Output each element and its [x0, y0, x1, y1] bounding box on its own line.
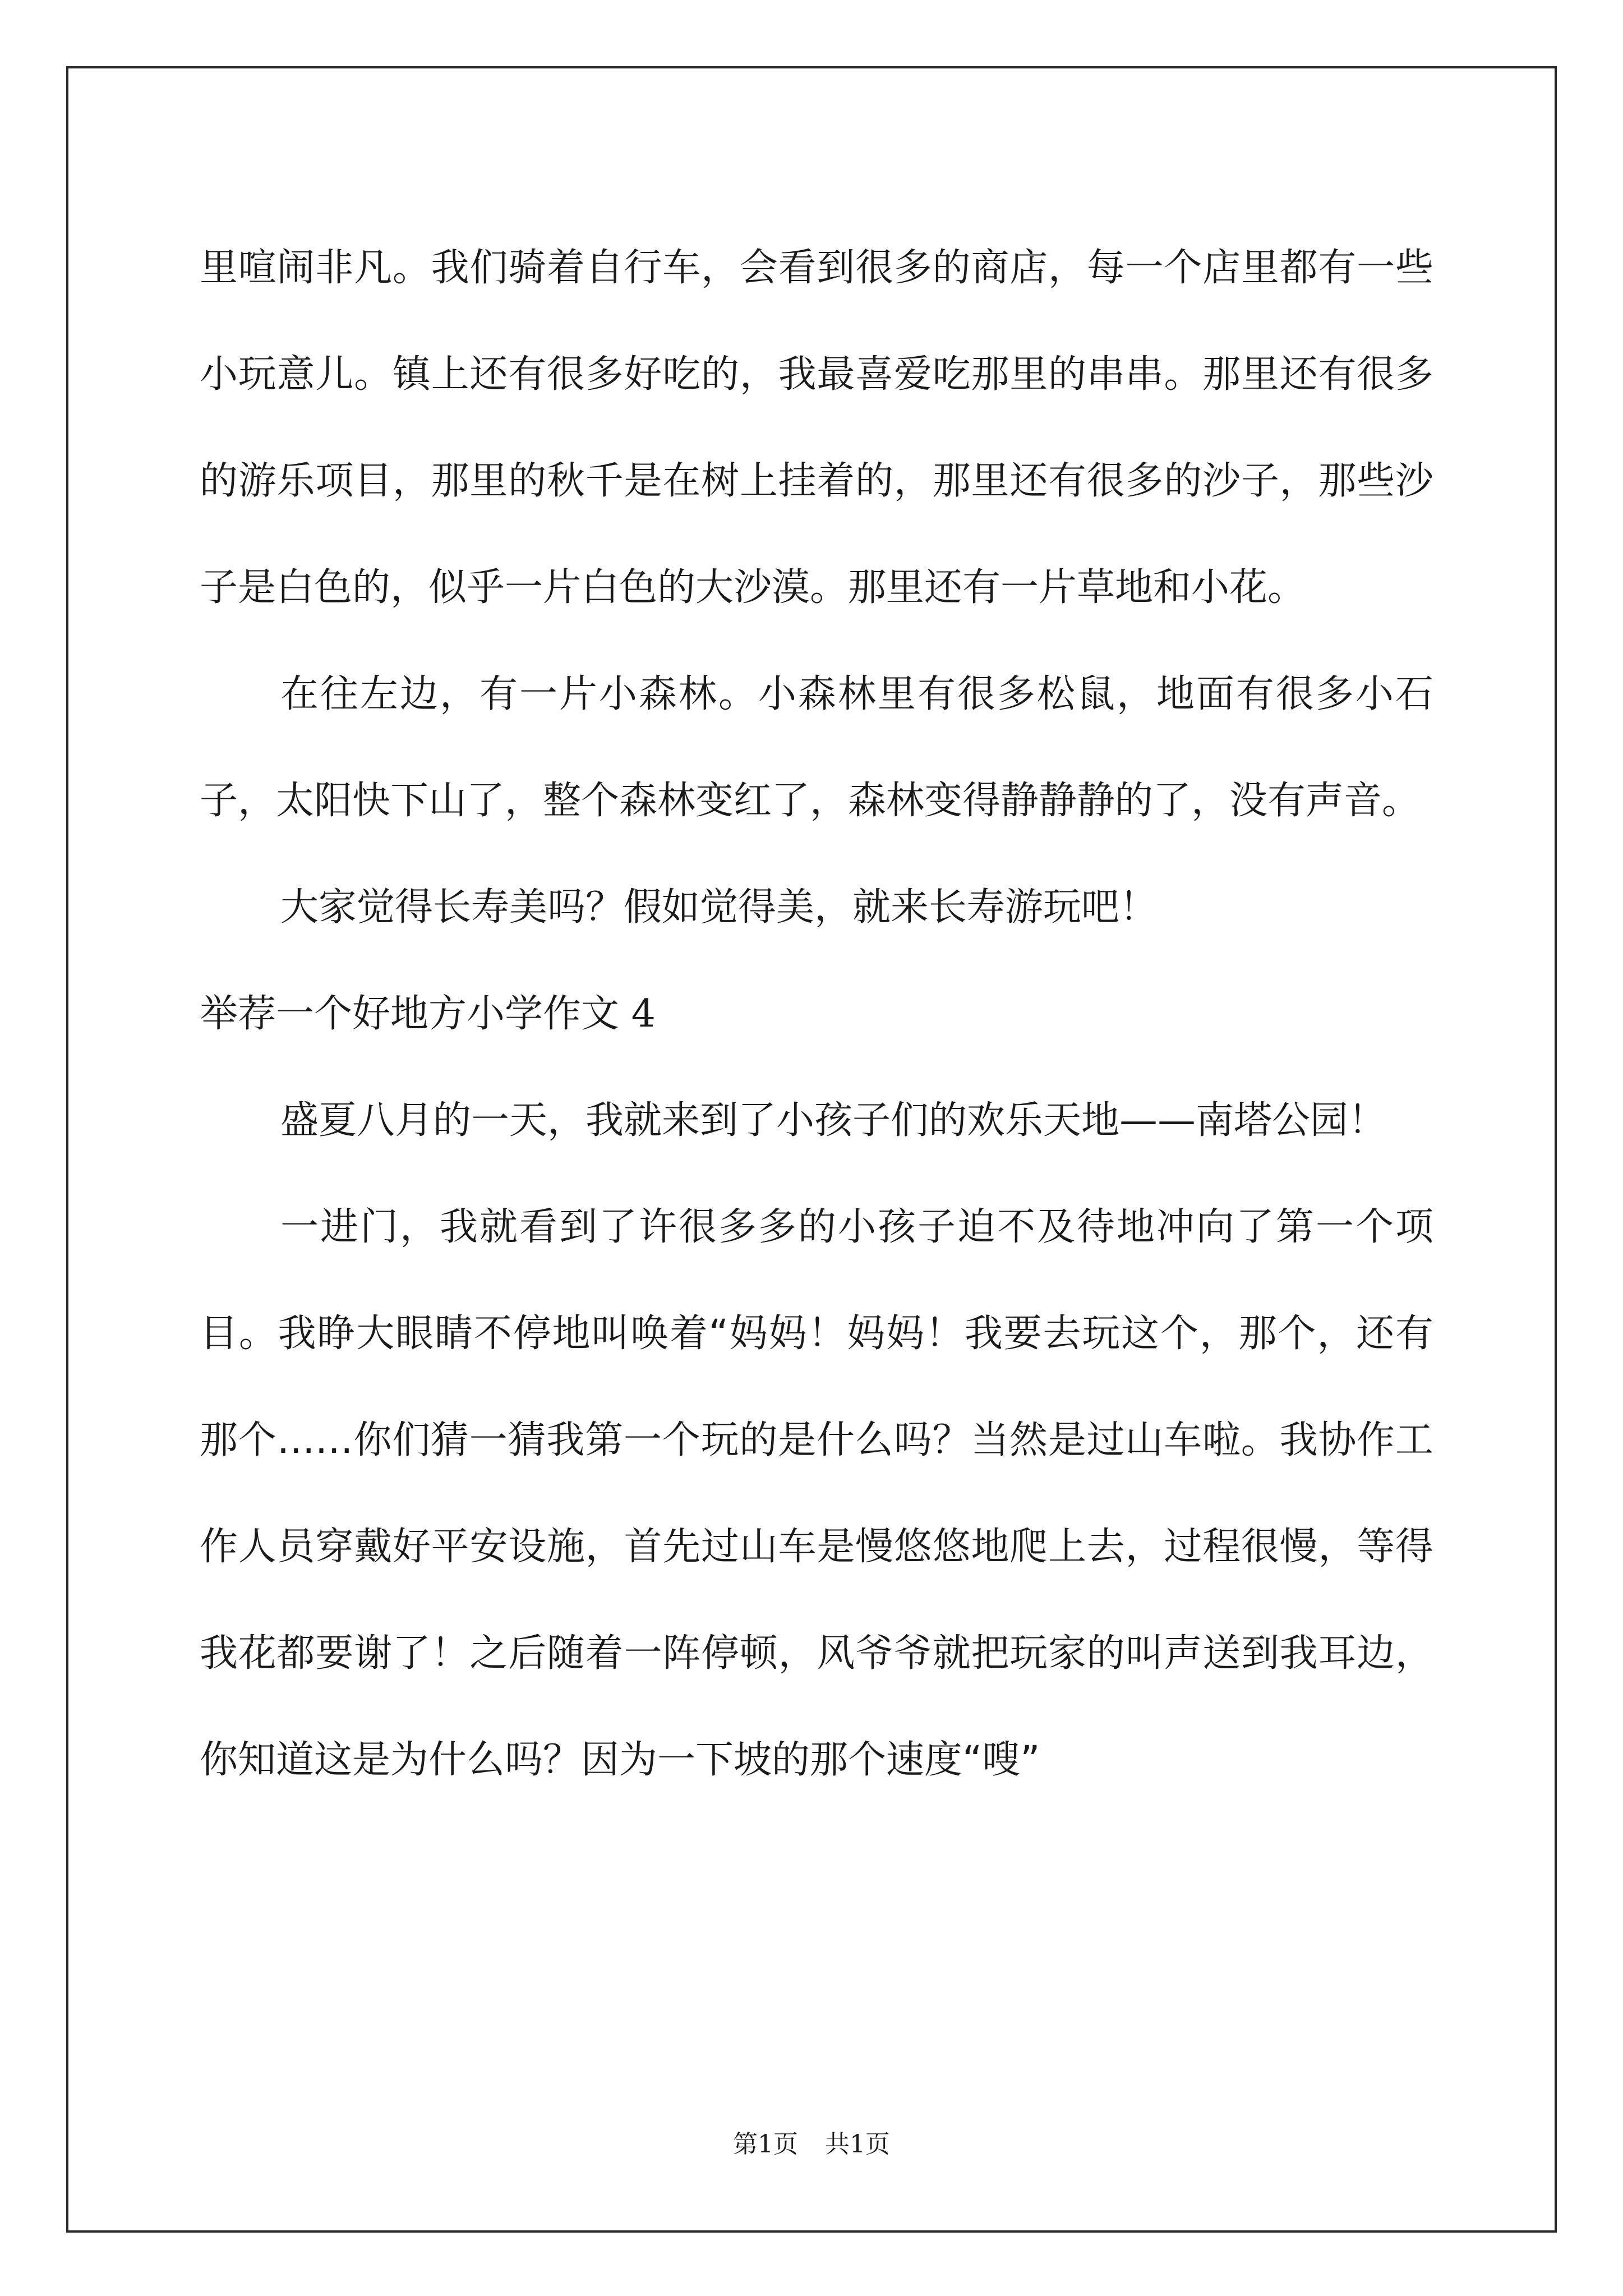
page-total: 共1页: [825, 2130, 890, 2159]
paragraph: 大家觉得长寿美吗？假如觉得美，就来长寿游玩吧！: [280, 885, 1158, 930]
page-number: 第1页: [733, 2130, 798, 2159]
paragraph: 里喧闹非凡。我们骑着自行车，会看到很多的商店，每一个店里都有一些小玩意儿。镇上还有很多好吃的，我最喜爱吃那里的串串。那里还有很多的游乐项目，那里的秋千是在树上挂着的，那里还有很多的沙子，那些沙子是白色的，似乎一片白色的大沙漠。那里还有一片草地和小花。: [200, 246, 1433, 610]
document-body: [200, 215, 1433, 1814]
paragraph: 在往左边，有一片小森林。小森林里有很多松鼠，地面有很多小石子，太阳快下山了，整个森林变红了，森林变得静静静的了，没有声音。: [200, 672, 1433, 823]
paragraph: 一进门，我就看到了许很多多的小孩子迫不及待地冲向了第一个项目。我睁大眼睛不停地叫唤着“妈妈！妈妈！我要去玩这个，那个，还有那个……你们猜一猜我第一个玩的是什么吗？当然是过山车啦。我协作工作人员穿戴好平安设施，首先过山车是慢悠悠地爬上去，过程很慢，等得我花都要谢了！之后随着一阵停顿，风爷爷就把玩家的叫声送到我耳边，你知道这是为什么吗？因为一下坡的那个速度“嗖”: [200, 1205, 1433, 1782]
section-heading: 举荐一个好地方小学作文 4: [200, 992, 656, 1036]
page-footer: [0, 2124, 1623, 2160]
paragraph: 盛夏八月的一天，我就来到了小孩子们的欢乐天地——南塔公园！: [280, 1098, 1387, 1143]
